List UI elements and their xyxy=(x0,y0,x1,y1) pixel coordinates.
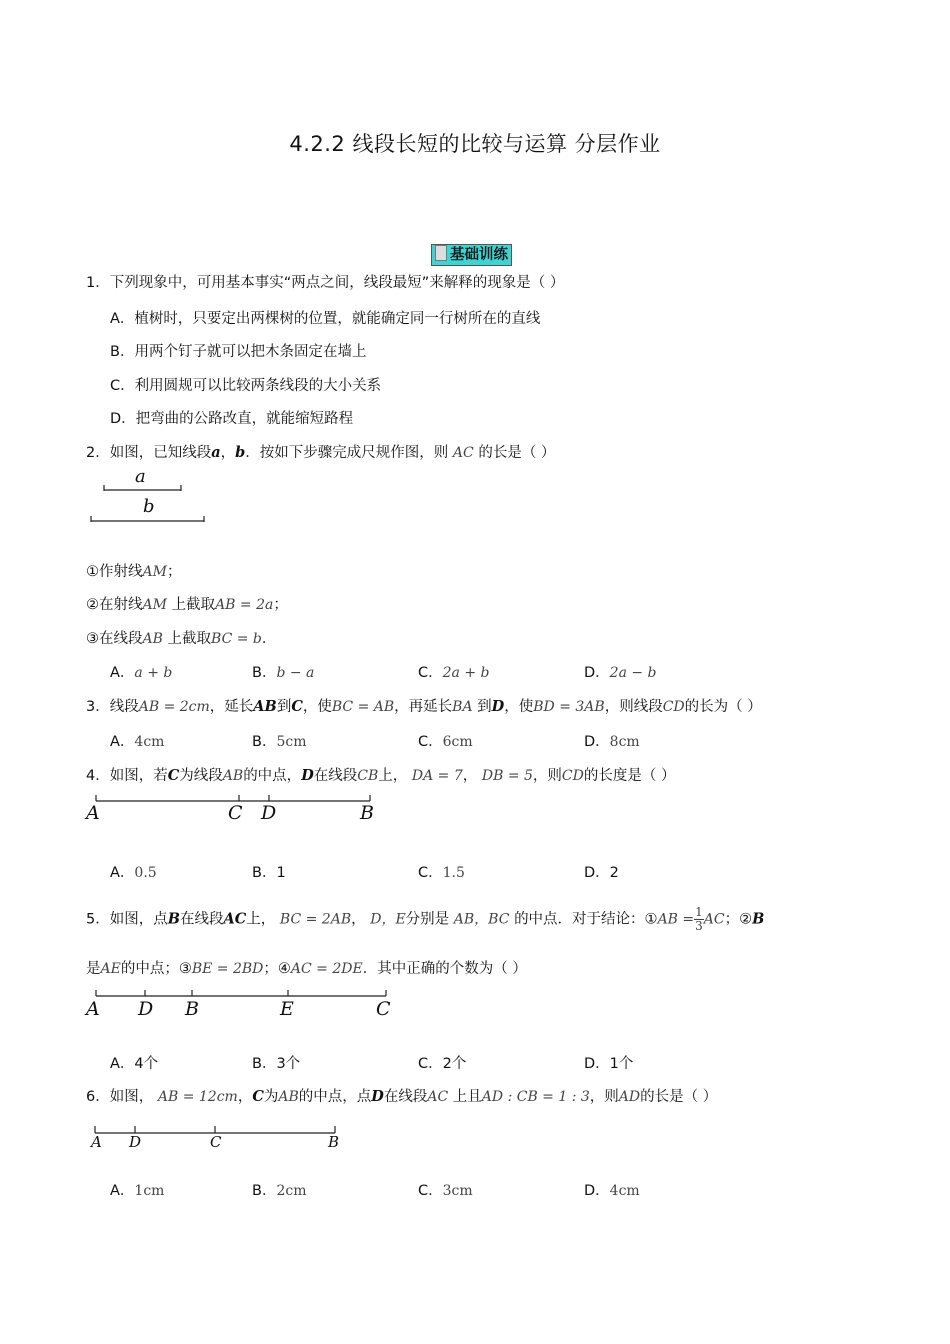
q4-option-a[interactable] xyxy=(110,861,157,882)
q2-step2-mid: 上截取 xyxy=(171,597,216,613)
q5-text-3: 上， xyxy=(246,911,276,928)
q3-text-2: ，延长 xyxy=(209,699,254,715)
q5-fig-label-d: D xyxy=(138,998,154,1020)
q4-option-c-value: 1.5 xyxy=(442,865,465,881)
q5-text-5: 分别是 xyxy=(405,911,450,928)
q4-option-d-label: D． xyxy=(584,865,610,881)
q5-fig-label-c: C xyxy=(376,998,391,1020)
q4-text-5: 上， xyxy=(378,768,408,784)
q6-var-d: D xyxy=(371,1088,384,1105)
q3-math-5: CD xyxy=(662,699,685,715)
q3-text-4: ，使 xyxy=(302,699,332,715)
q4-fig-label-a: A xyxy=(86,802,100,824)
q5-math-4b: AC xyxy=(703,911,725,928)
q6-option-c[interactable] xyxy=(418,1179,473,1200)
q6-math-2: AB xyxy=(278,1089,299,1105)
q3-option-d[interactable] xyxy=(584,730,640,751)
q6-option-d-value: 4cm xyxy=(609,1183,640,1199)
q5-math-3: AB，BC xyxy=(453,911,510,928)
q5-math-6: BE = 2BD xyxy=(191,961,264,977)
q2-text-1: 2．如图，已知线段 xyxy=(86,445,212,461)
q6-text-8: 的长是（ ） xyxy=(640,1089,718,1105)
q6-fig-label-c: C xyxy=(210,1133,222,1151)
q4-text-6: ， xyxy=(462,768,478,784)
q4-option-d[interactable] xyxy=(584,861,619,882)
q4-text-1: 4．如图，若 xyxy=(86,768,168,784)
q2-option-c[interactable] xyxy=(418,661,489,682)
q6-fig-label-b: B xyxy=(328,1133,340,1151)
q4-math-5: CD xyxy=(561,768,584,784)
q2-step3-math2: BC = b xyxy=(211,631,262,647)
q6-text-4: 的中点，点 xyxy=(298,1089,372,1105)
q5-option-b[interactable]: B．3个 xyxy=(252,1056,301,1072)
q6-text-6: 上且 xyxy=(452,1089,482,1105)
q3-text-8: ，则线段 xyxy=(604,699,663,715)
q6-text-2: ， xyxy=(237,1089,253,1105)
q1-option-b[interactable]: B．用两个钉子就可以把木条固定在墙上 xyxy=(110,344,367,360)
q4-option-c-label: C． xyxy=(418,865,443,881)
q2-step1-text: ①作射线 xyxy=(86,564,143,580)
q2-option-d-label: D． xyxy=(584,665,610,681)
q2-var-a: a xyxy=(211,444,221,461)
q4-text-4: 在线段 xyxy=(313,768,358,784)
q5-text-4: ， xyxy=(351,911,366,928)
q6-stem xyxy=(86,1085,717,1106)
q5-math-7: AC = 2DE xyxy=(290,961,363,977)
q2-option-b-value: b − a xyxy=(276,665,315,681)
section-marker xyxy=(435,245,447,261)
q6-fig-label-a: A xyxy=(91,1133,102,1151)
q2-option-c-label: C． xyxy=(418,665,443,681)
q3-math-4: BD = 3AB xyxy=(533,699,605,715)
q2-step3-mid: 上截取 xyxy=(167,631,212,647)
q5-text-6: 的中点．对于结论：① xyxy=(514,911,658,928)
q3-option-b[interactable] xyxy=(252,730,306,751)
q3-text-6: 到 xyxy=(477,699,492,715)
q4-var-d: D xyxy=(301,767,314,784)
q5-var-b2: B xyxy=(752,910,765,928)
q5-text-1: 5．如图，点 xyxy=(86,911,168,928)
q6-fig-label-d: D xyxy=(129,1133,142,1151)
q5-line2-text-3: ；④ xyxy=(263,961,291,977)
q3-math-3: BA xyxy=(452,699,473,715)
q5-fraction-numerator: 1 xyxy=(695,905,703,919)
q5-line2-text-1: 是 xyxy=(86,961,101,977)
q3-text-1: 3．线段 xyxy=(86,699,139,715)
q4-stem xyxy=(86,764,675,785)
q5-fig-label-a: A xyxy=(86,998,100,1020)
q4-option-b[interactable] xyxy=(252,861,286,882)
q5-option-d[interactable]: D．1个 xyxy=(584,1056,634,1072)
q2-step1-math: AM xyxy=(142,564,167,580)
q5-option-c[interactable]: C．2个 xyxy=(418,1056,467,1072)
q3-option-a-label: A． xyxy=(110,734,135,750)
q5-figure xyxy=(88,987,398,999)
q2-step2-math1: AM xyxy=(142,597,167,613)
q4-var-c: C xyxy=(167,767,180,784)
q6-option-c-value: 3cm xyxy=(442,1183,473,1199)
q5-var-ac: AC xyxy=(223,910,247,928)
q2-step1-end: ； xyxy=(166,564,182,580)
q6-option-c-label: C． xyxy=(418,1183,443,1199)
q2-math-ac: AC xyxy=(452,445,474,461)
q2-option-a-label: A． xyxy=(110,665,135,681)
q6-text-7: ，则 xyxy=(589,1089,619,1105)
q4-option-a-label: A． xyxy=(110,865,135,881)
q2-text-2: ．按如下步骤完成尺规作图，则 xyxy=(245,445,449,461)
section-label: 基础训练 xyxy=(450,247,508,263)
q3-math-1: AB = 2cm xyxy=(138,699,210,715)
q4-fig-label-c: C xyxy=(228,802,243,824)
q5-text-2: 在线段 xyxy=(180,911,224,928)
q6-text-3: 为 xyxy=(263,1089,279,1105)
q6-math-1: AB = 12cm xyxy=(157,1089,238,1105)
q2-step3-math1: AB xyxy=(142,631,163,647)
q6-text-1: 6．如图， xyxy=(86,1089,154,1105)
q2-option-a-value: a + b xyxy=(134,665,173,681)
q3-text-3: 到 xyxy=(276,699,292,715)
q4-fig-label-d: D xyxy=(261,802,277,824)
q5-math-2: D，E xyxy=(370,911,406,928)
q2-fig-label-b: b xyxy=(143,496,155,517)
q3-var-c: C xyxy=(291,698,303,715)
q2-step-3 xyxy=(86,627,276,648)
q4-text-8: 的长度是（ ） xyxy=(583,768,676,784)
q2-text-3: 的长是（ ） xyxy=(478,445,556,461)
q6-option-d-label: D． xyxy=(584,1183,610,1199)
q6-math-4: AD : CB = 1 : 3 xyxy=(481,1089,590,1105)
q5-fraction xyxy=(694,906,704,933)
q3-option-b-label: B． xyxy=(252,734,277,750)
q4-text-7: ，则 xyxy=(532,768,562,784)
q2-var-b: b xyxy=(235,444,246,461)
q4-text-3: 的中点， xyxy=(243,768,302,784)
section-heading xyxy=(431,244,512,266)
q3-text-5: ，再延长 xyxy=(394,699,453,715)
page-title: 4.2.2 线段长短的比较与运算 分层作业 xyxy=(289,132,661,156)
q5-math-4a: AB = xyxy=(657,911,695,928)
q3-var-ab: AB xyxy=(253,698,277,715)
q1-stem: 1．下列现象中，可用基本事实“两点之间，线段最短”来解释的现象是（ ） xyxy=(86,275,565,291)
q2-option-d[interactable] xyxy=(584,661,657,682)
q2-step2-text: ②在射线 xyxy=(86,597,143,613)
q6-option-a[interactable] xyxy=(110,1179,164,1200)
q4-math-1: AB xyxy=(222,768,244,784)
q5-stem-line-2 xyxy=(86,957,527,978)
q1-option-c[interactable]: C．利用圆规可以比较两条线段的大小关系 xyxy=(110,378,382,394)
q2-option-a[interactable] xyxy=(110,661,172,682)
q6-option-b-value: 2cm xyxy=(276,1183,307,1199)
q5-fraction-denominator: 3 xyxy=(695,919,703,933)
q3-option-c-value: 6cm xyxy=(442,734,473,750)
q2-step3-text: ③在线段 xyxy=(86,631,143,647)
q6-math-3: AC xyxy=(427,1089,449,1105)
q3-option-b-value: 5cm xyxy=(276,734,307,750)
q6-option-a-label: A． xyxy=(110,1183,135,1199)
q2-step2-math2: AB = 2a xyxy=(215,597,274,613)
q4-math-2: CB xyxy=(357,768,379,784)
q3-option-c[interactable] xyxy=(418,730,473,751)
q3-math-2: BC = AB xyxy=(331,699,395,715)
q2-step2-end: ； xyxy=(273,597,288,613)
q3-option-c-label: C． xyxy=(418,734,443,750)
q5-math-1: BC = 2AB xyxy=(279,911,352,928)
q4-option-d-value: 2 xyxy=(609,865,619,881)
q6-math-5: AD xyxy=(618,1089,641,1105)
q6-option-d[interactable] xyxy=(584,1179,640,1200)
q3-option-d-label: D． xyxy=(584,734,610,750)
q3-option-a-value: 4cm xyxy=(134,734,165,750)
q3-option-d-value: 8cm xyxy=(609,734,640,750)
q2-option-c-value: 2a + b xyxy=(442,665,490,681)
q6-option-b-label: B． xyxy=(252,1183,277,1199)
q2-option-b-label: B． xyxy=(252,665,277,681)
q5-line2-text-4: ．其中正确的个数为（ ） xyxy=(362,961,527,977)
q2-step3-end: ． xyxy=(261,631,277,647)
q1-option-d[interactable]: D．把弯曲的公路改直，就能缩短路程 xyxy=(110,411,354,427)
q4-option-b-label: B． xyxy=(252,865,277,881)
q2-step-2 xyxy=(86,593,288,614)
q2-sep: ， xyxy=(220,445,236,461)
q5-fig-label-e: E xyxy=(280,998,294,1020)
q5-fig-label-b: B xyxy=(185,998,199,1020)
q5-stem-line-1 xyxy=(86,906,764,933)
q3-option-a[interactable] xyxy=(110,730,164,751)
q4-math-4: DB = 5 xyxy=(481,768,533,784)
q3-text-9: 的长为（ ） xyxy=(684,699,762,715)
q2-fig-label-a: a xyxy=(135,466,146,487)
q5-line2-text-2: 的中点；③ xyxy=(120,961,192,977)
q5-math-5: AE xyxy=(100,961,121,977)
q4-option-c[interactable] xyxy=(418,861,465,882)
q4-fig-label-b: B xyxy=(360,802,374,824)
q5-option-a[interactable]: A．4个 xyxy=(110,1056,159,1072)
q4-option-a-value: 0.5 xyxy=(134,865,157,881)
q5-var-b: B xyxy=(167,910,180,928)
q6-text-5: 在线段 xyxy=(383,1089,428,1105)
q2-step-1 xyxy=(86,560,181,581)
q2-option-b[interactable] xyxy=(252,661,314,682)
q3-text-7: ，使 xyxy=(504,699,534,715)
q4-text-2: 为线段 xyxy=(179,768,223,784)
q5-text-7: ；② xyxy=(724,911,753,928)
q1-option-a[interactable]: A．植树时，只要定出两棵树的位置，就能确定同一行树所在的直线 xyxy=(110,311,541,327)
q4-math-3: DA = 7 xyxy=(411,768,463,784)
q4-option-b-value: 1 xyxy=(276,865,286,881)
q6-option-a-value: 1cm xyxy=(134,1183,165,1199)
q2-stem xyxy=(86,441,555,462)
q6-var-c: C xyxy=(252,1088,264,1105)
q3-var-d: D xyxy=(491,698,505,715)
q2-option-d-value: 2a − b xyxy=(609,665,657,681)
q3-stem xyxy=(86,695,762,716)
q6-option-b[interactable] xyxy=(252,1179,306,1200)
